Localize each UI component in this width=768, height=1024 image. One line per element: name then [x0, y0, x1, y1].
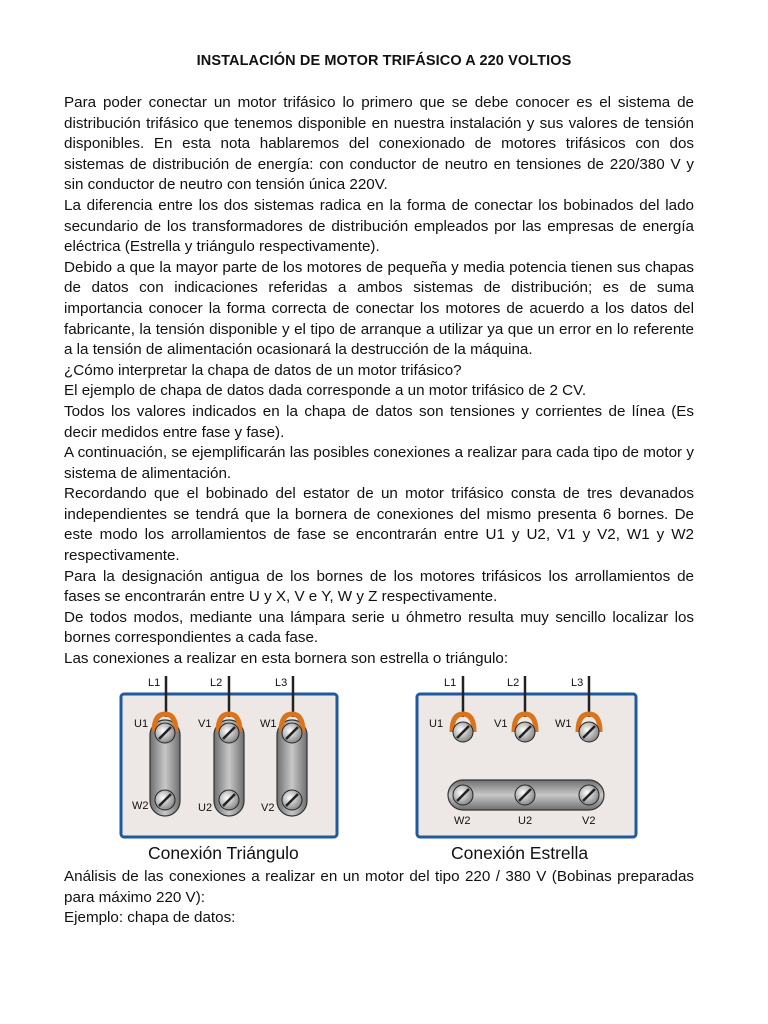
paragraph: Ejemplo: chapa de datos: — [64, 909, 236, 927]
paragraph: La diferencia entre los dos sistemas radica en la forma de conectar los bobinados del lado secundario de los transformadores de distribución empleados por las empresas de energía eléctrica (Estrella y triángulo respectivamente). — [64, 196, 694, 256]
line-label: L3 — [275, 677, 288, 689]
line-label: L1 — [148, 677, 161, 689]
paragraph: De todos modos, mediante una lámpara serie u óhmetro resulta muy sencillo localizar los bornes correspondientes a cada fase. — [64, 608, 694, 647]
line-label: L1 — [444, 677, 457, 689]
paragraph: El ejemplo de chapa de datos dada corresponde a un motor trifásico de 2 CV. — [64, 382, 587, 400]
paragraph: Las conexiones a realizar en esta bornera son estrella o triángulo: — [64, 650, 509, 668]
terminal-label: V2 — [261, 802, 275, 814]
line-label: L2 — [507, 677, 520, 689]
document-title: INSTALACIÓN DE MOTOR TRIFÁSICO A 220 VOLTIOS — [196, 53, 572, 69]
paragraph: ¿Cómo interpretar la chapa de datos de un motor trifásico? — [64, 361, 462, 379]
paragraph: Todos los valores indicados en la chapa de datos son tensiones y corrientes de línea (Es decir medidos entre fase y fase). — [64, 402, 694, 441]
paragraph: Análisis de las conexiones a realizar en un motor del tipo 220 / 380 V (Bobinas preparadas para máximo 220 V): — [64, 868, 694, 906]
terminal-label: U2 — [518, 815, 533, 827]
star-connection-diagram — [414, 672, 640, 840]
terminal-label: W1 — [555, 718, 572, 730]
paragraph: A continuación, se ejemplificarán las posibles conexiones a realizar para cada tipo de motor y sistema de alimentación. — [64, 444, 694, 482]
terminal-label: W2 — [454, 815, 471, 827]
line-label: L3 — [571, 677, 584, 689]
terminal-label: V2 — [582, 815, 596, 827]
terminal-label: V1 — [198, 718, 212, 730]
paragraph: Para la designación antigua de los bornes de los motores trifásicos los arrollamientos de fases se encontrarán entre U y X, V e Y, W y Z respectivamente. — [64, 567, 694, 606]
body-text-after — [64, 867, 694, 929]
body-text — [64, 93, 694, 670]
terminal-label: U2 — [198, 802, 213, 814]
delta-connection-diagram — [118, 672, 340, 840]
paragraph: Para poder conectar un motor trifásico lo primero que se debe conocer es el sistema de distribución trifásico que tenemos disponible en nuestra instalación y sus valores de tensión disponibles. En esta nota hablaremos del conexionado de motores trifásicos con dos sistemas de distribución de energía: con conductor de neutro en tensiones de 220/380 V y sin conductor de neutro con tensión única 220V. — [64, 94, 694, 194]
terminal-label: U1 — [429, 718, 444, 730]
paragraph: Debido a que la mayor parte de los motores de pequeña y media potencia tienen sus chapas de datos con indicaciones referidas a ambos sistemas de distribución; es de suma importancia conocer la forma correcta de conectar los motores de acuerdo a los datos del fabricante, la tensión disponible y el tipo de arranque a utilizar ya que un error en lo referente a la tensión de alimentación ocasionará la destrucción de la máquina. — [64, 258, 694, 359]
terminal-label: V1 — [494, 718, 508, 730]
delta-caption: Conexión Triángulo — [148, 843, 299, 863]
paragraph: Recordando que el bobinado del estator de un motor trifásico consta de tres devanados independientes se tendrá que la bornera de conexiones del mismo presenta 6 bornes. De este modo los arrollamientos de fase se encontrarán entre U1 y U2, V1 y V2, W1 y W2 respectivamente. — [64, 485, 694, 565]
terminal-label: W2 — [132, 800, 149, 812]
star-caption: Conexión Estrella — [451, 843, 589, 863]
line-label: L2 — [210, 677, 223, 689]
terminal-label: U1 — [134, 718, 149, 730]
terminal-label: W1 — [260, 718, 277, 730]
